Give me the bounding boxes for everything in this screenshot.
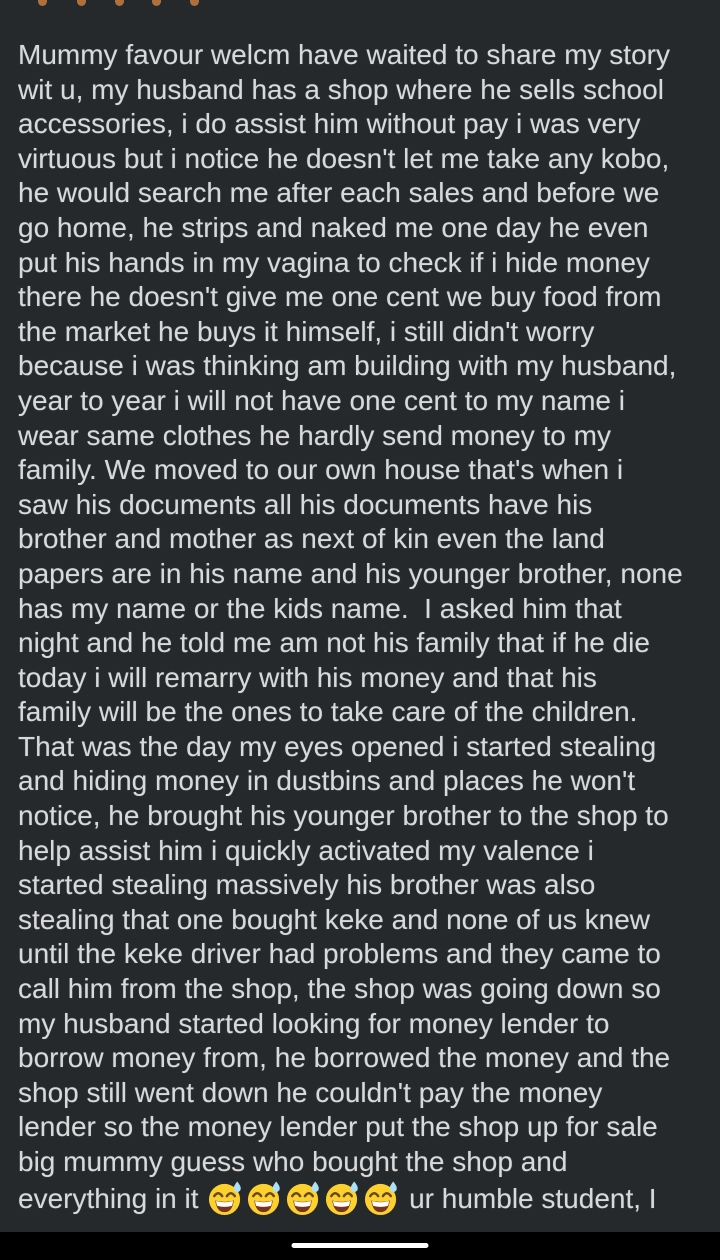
story-line: shop still went down he couldn't pay the money (18, 1076, 603, 1108)
story-line: family will be the ones to take care of the children. (18, 696, 638, 728)
cropped-emoji-row (0, 0, 720, 8)
grinning-face-with-sweat-emoji (246, 1180, 283, 1217)
story-line: my husband started looking for money lender to (18, 1007, 610, 1039)
story-line: call him from the shop, the shop was going down so (18, 973, 661, 1005)
story-line: lender so the money lender put the shop up for sale (18, 1111, 658, 1143)
story-line: papers are in his name and his younger brother, none (18, 557, 683, 589)
story-line: stealing that one bought keke and none of us knew (18, 903, 651, 935)
cropped-emoji-tip-icon (77, 0, 86, 6)
story-line: he would search me after each sales and before we (18, 177, 660, 209)
story-final-line (18, 1180, 714, 1217)
story-line: wear same clothes he hardly send money to my (18, 419, 611, 451)
gesture-bar (0, 1232, 720, 1260)
story-line: Mummy favour welcm have waited to share my story (18, 39, 670, 70)
emoji-row (206, 1183, 401, 1214)
cropped-emoji-tip-icon (190, 0, 199, 6)
story-line: started stealing massively his brother was also (18, 869, 596, 901)
cropped-emoji-tip-icon (115, 0, 124, 6)
story-line: saw his documents all his documents have his (18, 488, 593, 520)
story-line: the market he buys it himself, i still didn't worry (18, 315, 595, 347)
story-line: today i will remarry with his money and that his (18, 661, 597, 693)
story-text (18, 38, 714, 1217)
story-line: notice, he brought his younger brother to the shop to (18, 800, 669, 832)
story-line: accessories, i do assist him without pay i was very (18, 108, 641, 140)
story-line: because i was thinking am building with my husband, (18, 350, 677, 382)
grinning-face-with-sweat-emoji (285, 1180, 322, 1217)
home-indicator[interactable] (292, 1243, 429, 1248)
story-line: there he doesn't give me one cent we buy food from (18, 281, 662, 313)
story-line: family. We moved to our own house that's when i (18, 454, 624, 486)
story-line: borrow money from, he borrowed the money and the (18, 1042, 671, 1074)
story-line: brother and mother as next of kin even the land (18, 523, 605, 555)
grinning-face-with-sweat-emoji (207, 1180, 244, 1217)
story-line: go home, he strips and naked me one day he even (18, 211, 649, 243)
grinning-face-with-sweat-emoji (363, 1180, 400, 1217)
final-line-before: everything in it (18, 1182, 207, 1214)
story-line: virtuous but i notice he doesn't let me take any kobo, (18, 142, 670, 174)
cropped-emoji-tip-icon (152, 0, 161, 6)
cropped-emoji-tip-icon (38, 0, 47, 6)
story-line: help assist him i quickly activated my valence i (18, 834, 594, 866)
story-line: year to year i will not have one cent to my name i (18, 384, 625, 416)
story-line: has my name or the kids name. I asked him that (18, 592, 622, 624)
story-line: put his hands in my vagina to check if i hide money (18, 246, 650, 278)
grinning-face-with-sweat-emoji (324, 1180, 361, 1217)
story-line: big mummy guess who bought the shop and (18, 1146, 568, 1177)
story-line: and hiding money in dustbins and places he won't (18, 765, 636, 797)
story-line: night and he told me am not his family that if he die (18, 627, 650, 659)
story-line: That was the day my eyes opened i started stealing (18, 730, 657, 762)
story-line: wit u, my husband has a shop where he sells school (18, 73, 664, 105)
final-line-after: ur humble student, I (401, 1182, 657, 1214)
story-line: until the keke driver had problems and they came to (18, 938, 661, 970)
